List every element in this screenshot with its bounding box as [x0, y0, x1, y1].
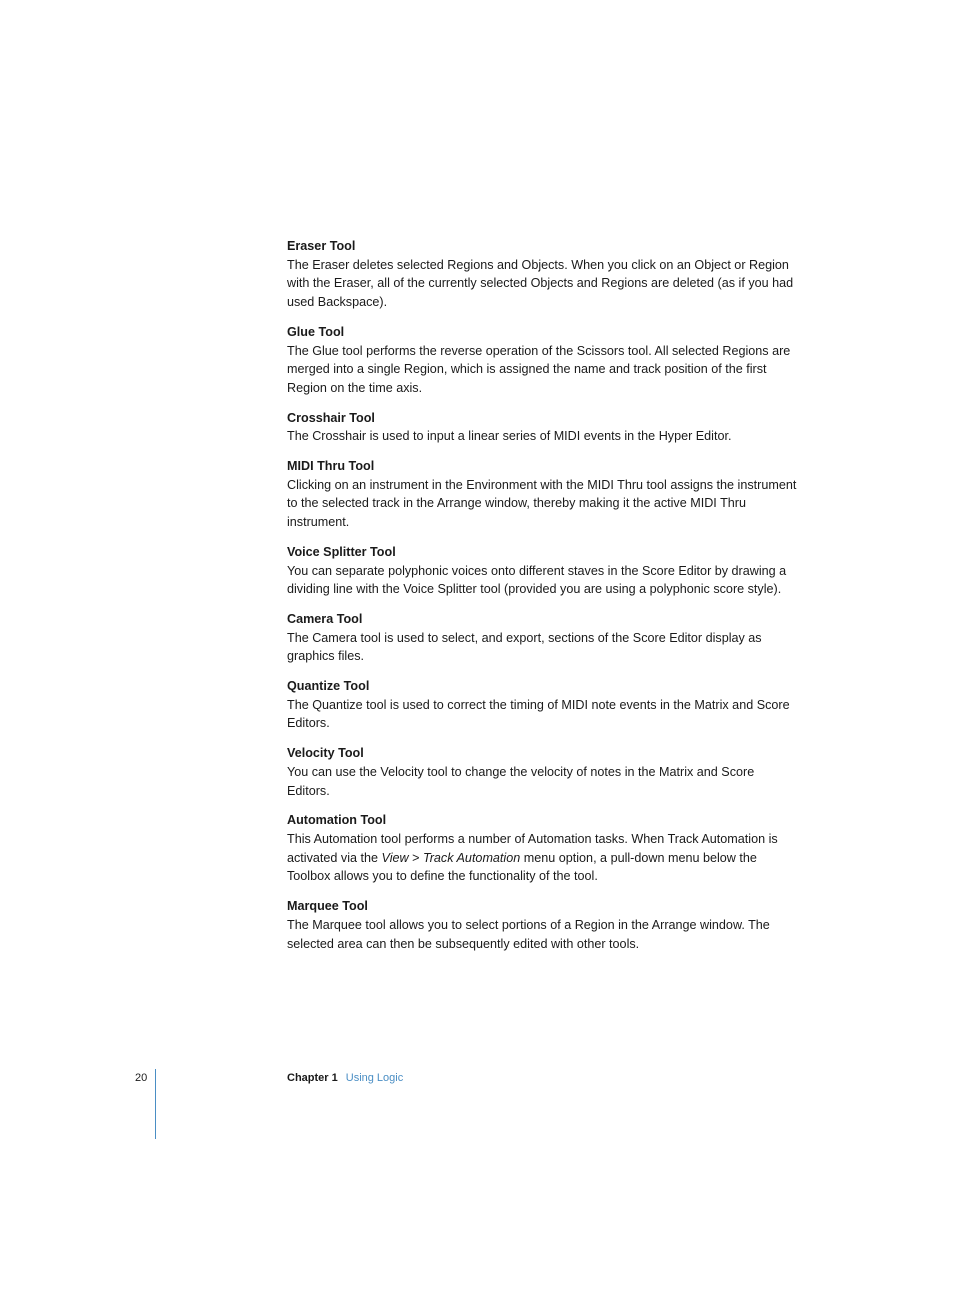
section-body: The Quantize tool is used to correct the timing of MIDI note events in the Matrix and Score Editors. [287, 697, 790, 731]
section-heading: Velocity Tool [287, 746, 364, 761]
footer-divider [155, 1069, 156, 1139]
section-body: The Crosshair is used to input a linear series of MIDI events in the Hyper Editor. [287, 429, 732, 444]
section-heading: MIDI Thru Tool [287, 459, 375, 474]
section-heading: Eraser Tool [287, 239, 356, 253]
section-voice-splitter-tool [287, 543, 799, 599]
section-body: You can use the Velocity tool to change the velocity of notes in the Matrix and Score Editors. [287, 764, 755, 798]
chapter-title-link[interactable]: Using Logic [345, 1072, 404, 1084]
page-number: 20 [135, 1072, 148, 1084]
section-quantize-tool [287, 677, 799, 733]
section-heading: Glue Tool [287, 324, 345, 339]
section-heading: Automation Tool [287, 813, 387, 828]
chapter-label: Chapter 1 [287, 1072, 338, 1084]
section-body: The Eraser deletes selected Regions and Objects. When you click on an Object or Region with the Eraser, all of the currently selected Objects and Regions are deleted (as if you had used Backspace). [287, 257, 794, 310]
section-heading: Camera Tool [287, 611, 363, 626]
section-heading: Voice Splitter Tool [287, 544, 396, 559]
section-heading: Crosshair Tool [287, 410, 375, 425]
section-heading: Quantize Tool [287, 679, 370, 694]
section-body: Clicking on an instrument in the Environment with the MIDI Thru tool assigns the instrument to the selected track in the Arrange window, thereby making it the active MIDI Thru instrument. [287, 477, 797, 530]
section-midi-thru-tool [287, 457, 799, 532]
section-body: The Marquee tool allows you to select portions of a Region in the Arrange window. The selected area can then be subsequently edited with other tools. [287, 917, 770, 951]
menu-path-separator: > [408, 850, 423, 865]
section-glue-tool [287, 323, 799, 398]
body-text-before: This Automation tool performs a number of Automation tasks. When Track Automation is activated via the [287, 831, 778, 865]
section-velocity-tool [287, 744, 799, 800]
section-camera-tool [287, 610, 799, 666]
section-automation-tool [287, 811, 799, 886]
section-eraser-tool [287, 237, 799, 312]
section-body: The Glue tool performs the reverse operation of the Scissors tool. All selected Regions are merged into a single Region, which is assigned the name and track position of the first Region on the time axis. [287, 343, 791, 395]
chapter-reference [287, 1071, 403, 1085]
section-crosshair-tool [287, 409, 799, 446]
section-body: The Camera tool is used to select, and export, sections of the Score Editor display as graphics files. [287, 630, 762, 664]
menu-path-view: View [381, 850, 409, 865]
section-body: You can separate polyphonic voices onto different staves in the Score Editor by drawing a dividing line with the Voice Splitter tool (provided you are using a polyphonic score style). [287, 563, 787, 597]
menu-path-track-automation: Track Automation [422, 850, 521, 865]
body-text-after: menu option, a pull-down menu below the Toolbox allows you to define the functionality of the tool. [287, 850, 757, 884]
document-body [287, 237, 799, 964]
section-heading: Marquee Tool [287, 899, 368, 914]
section-marquee-tool [287, 897, 799, 953]
section-body [287, 830, 799, 886]
